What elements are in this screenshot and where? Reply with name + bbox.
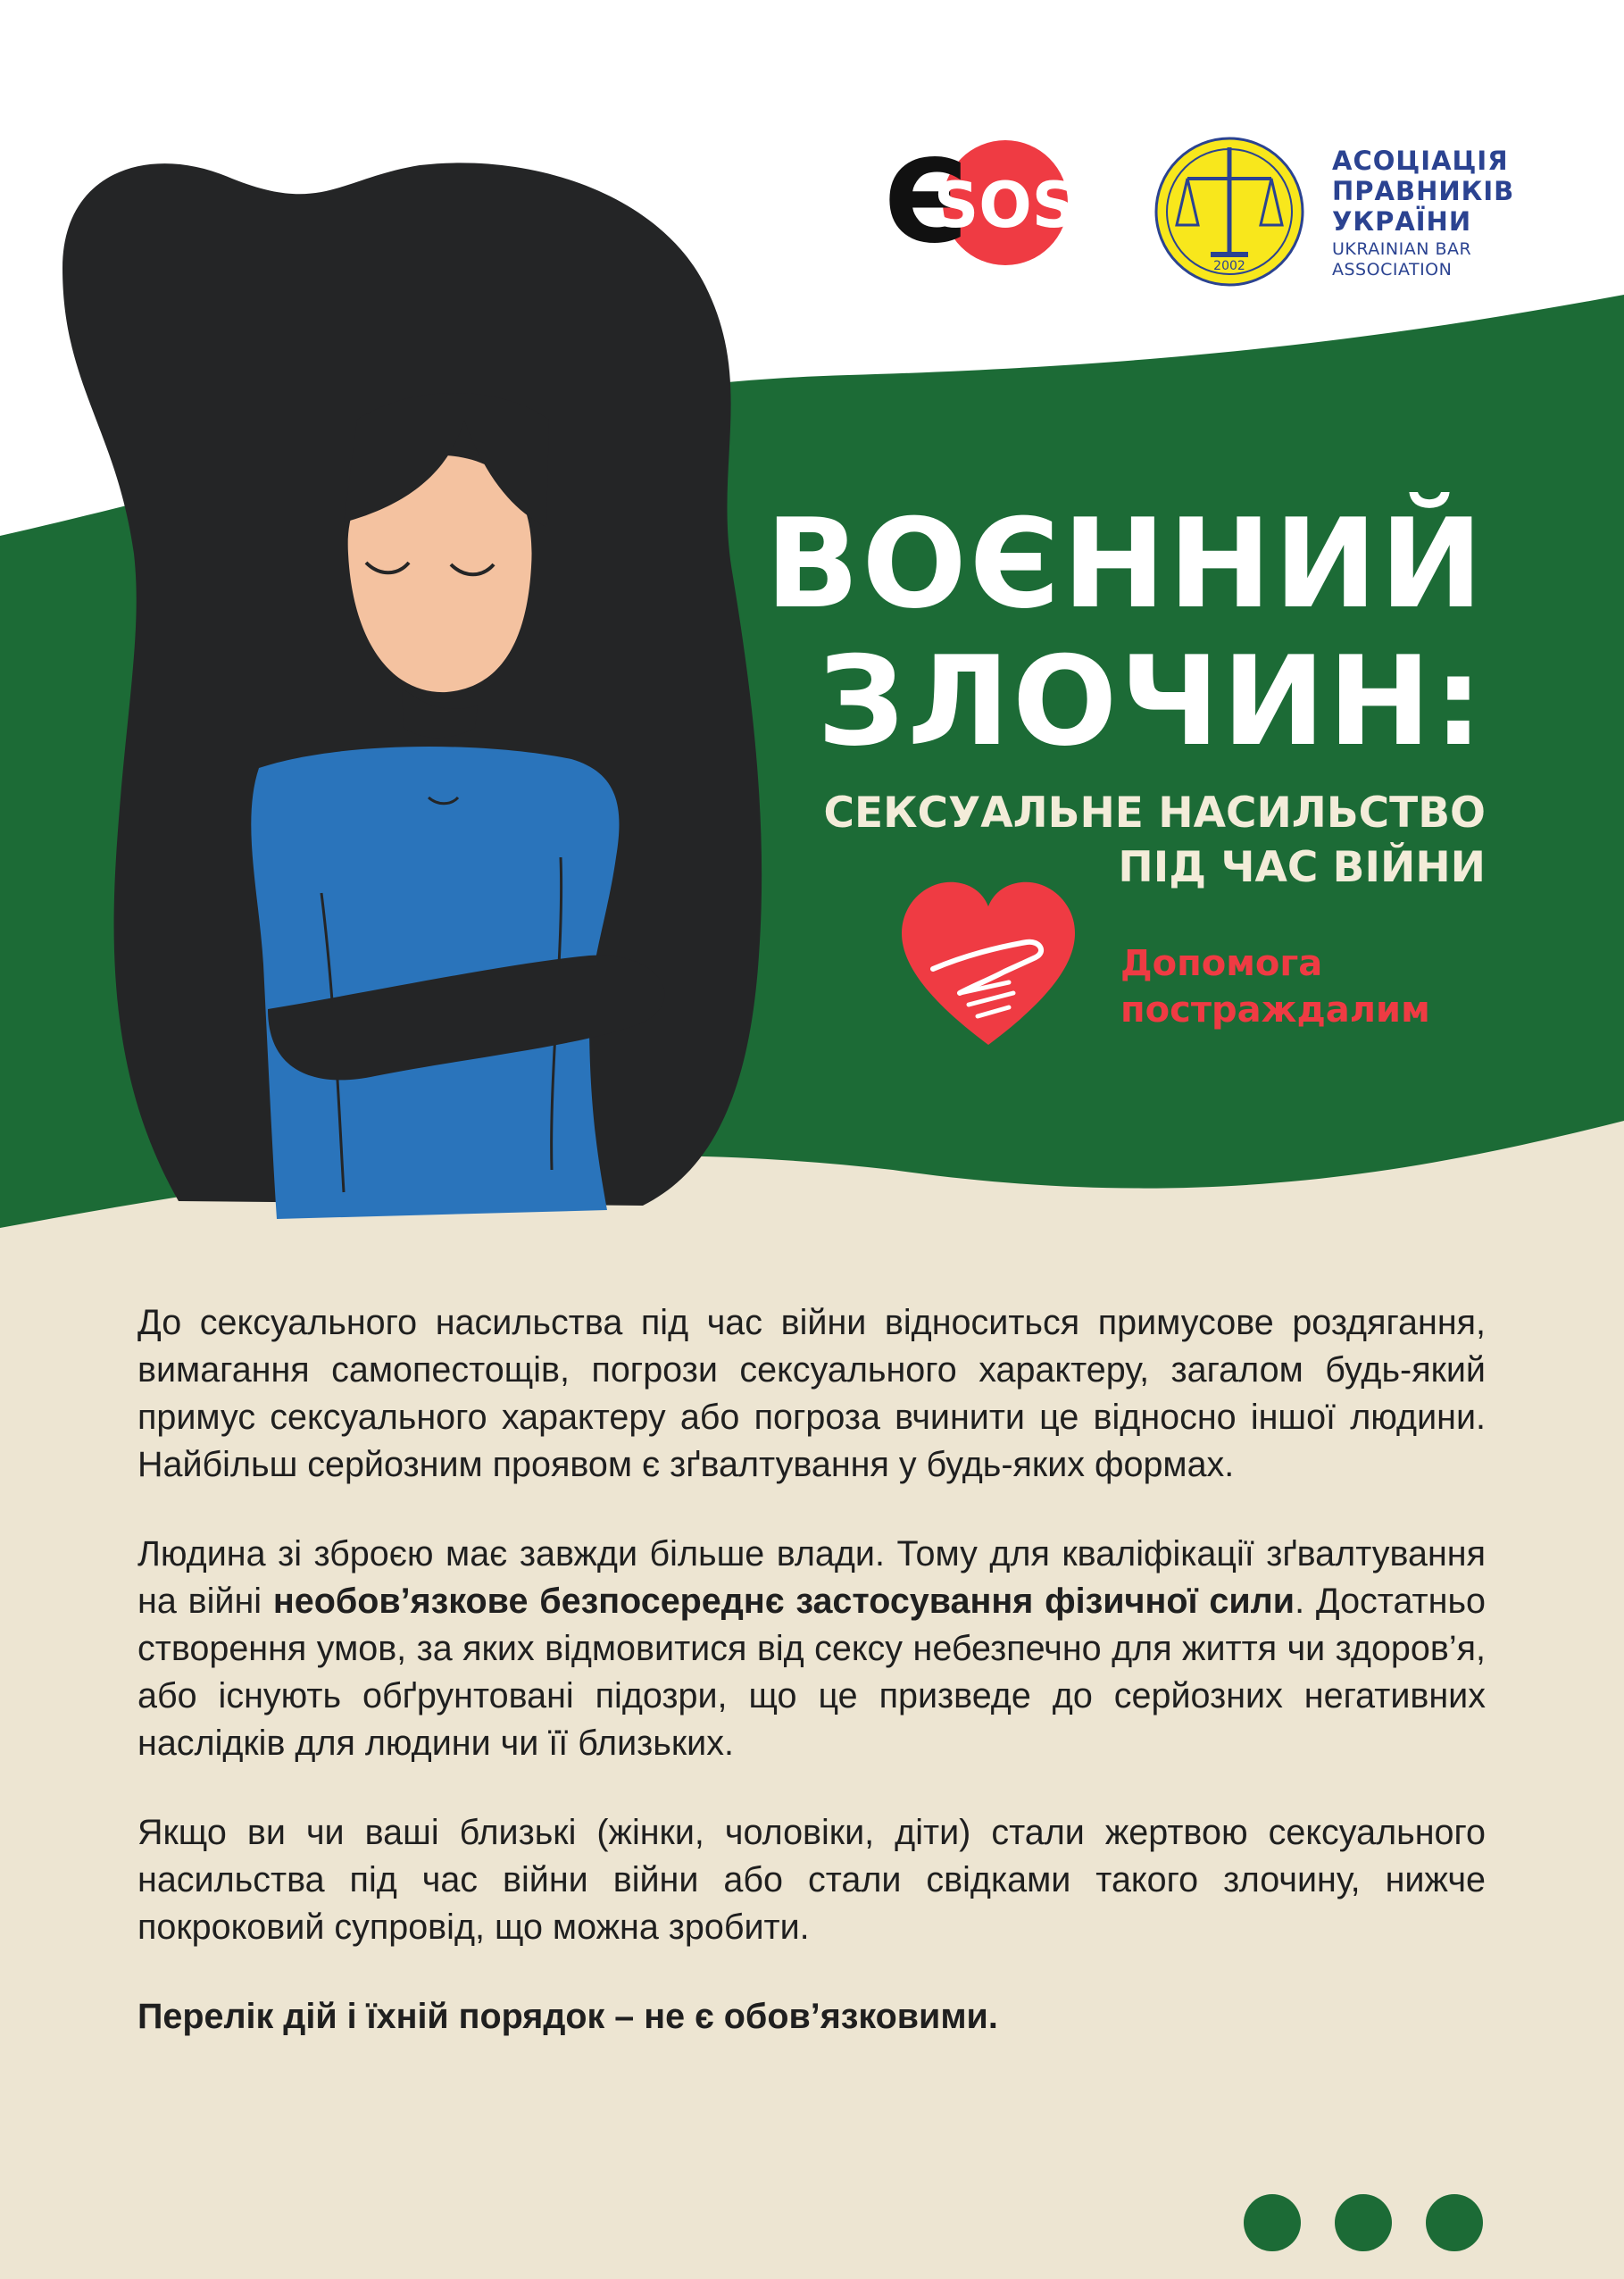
pagination-dot xyxy=(1244,2194,1301,2251)
paragraph-definition: До сексуального насильства під час війни відноситься примусове роздягання, вимагання самопестощів, погрози сексуального характеру, загалом будь-який примус сексуального характеру або погроза вчинити це відносно іншої людини. Найбільш серйозним проявом є зґвалтування у будь-яких формах. xyxy=(137,1303,1486,1484)
poster-title: ВОЄННИЙ ЗЛОЧИН: xyxy=(765,492,1486,773)
paragraph-guidance: Якщо ви чи ваші близькі (жінки, чоловіки, діти) стали жертвою сексуального насильства під час війни війни або стали свідками такого злочину, нижче покроковий супровід, що можна зробити. xyxy=(137,1813,1486,1947)
paragraph-qualification-emphasis: необов’язкове безпосереднє застосування фізичної сили xyxy=(272,1582,1295,1621)
uba-name-english: UKRAINIAN BAR ASSOCIATION xyxy=(1332,239,1472,280)
paragraph-qualification-lead: Людина зі зброєю має завжди більше влади. Тому для кваліфікації зґвалтування на війні xyxy=(137,1534,1486,1621)
uba-name-ukrainian: АСОЦІАЦІЯ ПРАВНИКІВ УКРАЇНИ xyxy=(1332,146,1515,237)
esos-text: SOS xyxy=(933,169,1078,242)
uba-seal-year: 2002 xyxy=(1213,259,1245,273)
paragraph-qualification xyxy=(137,1531,1486,1767)
poster-subtitle: СЕКСУАЛЬНЕ НАСИЛЬСТВО ПІД ЧАС ВІЙНИ xyxy=(823,789,1486,892)
esos-letter: Є xyxy=(884,136,968,269)
esos-logo xyxy=(884,136,1077,269)
body-text xyxy=(137,1299,1486,2083)
uba-seal-logo xyxy=(1156,138,1303,285)
help-label: Допомога постраждалим xyxy=(1120,943,1430,1031)
paragraph-qualification-tail: . Достатньо створення умов, за яких відмовитися від сексу небезпечно для життя чи здоров’я, або існують обґрунтовані підозри, що це призведе до серйозних негативних наслідків для людини чи її близьких. xyxy=(137,1582,1486,1763)
woman-illustration xyxy=(62,163,762,1219)
pagination-dot xyxy=(1335,2194,1392,2251)
pagination-dot xyxy=(1426,2194,1483,2251)
paragraph-note: Перелік дій і їхній порядок – не є обов’язковими. xyxy=(137,1997,998,2036)
